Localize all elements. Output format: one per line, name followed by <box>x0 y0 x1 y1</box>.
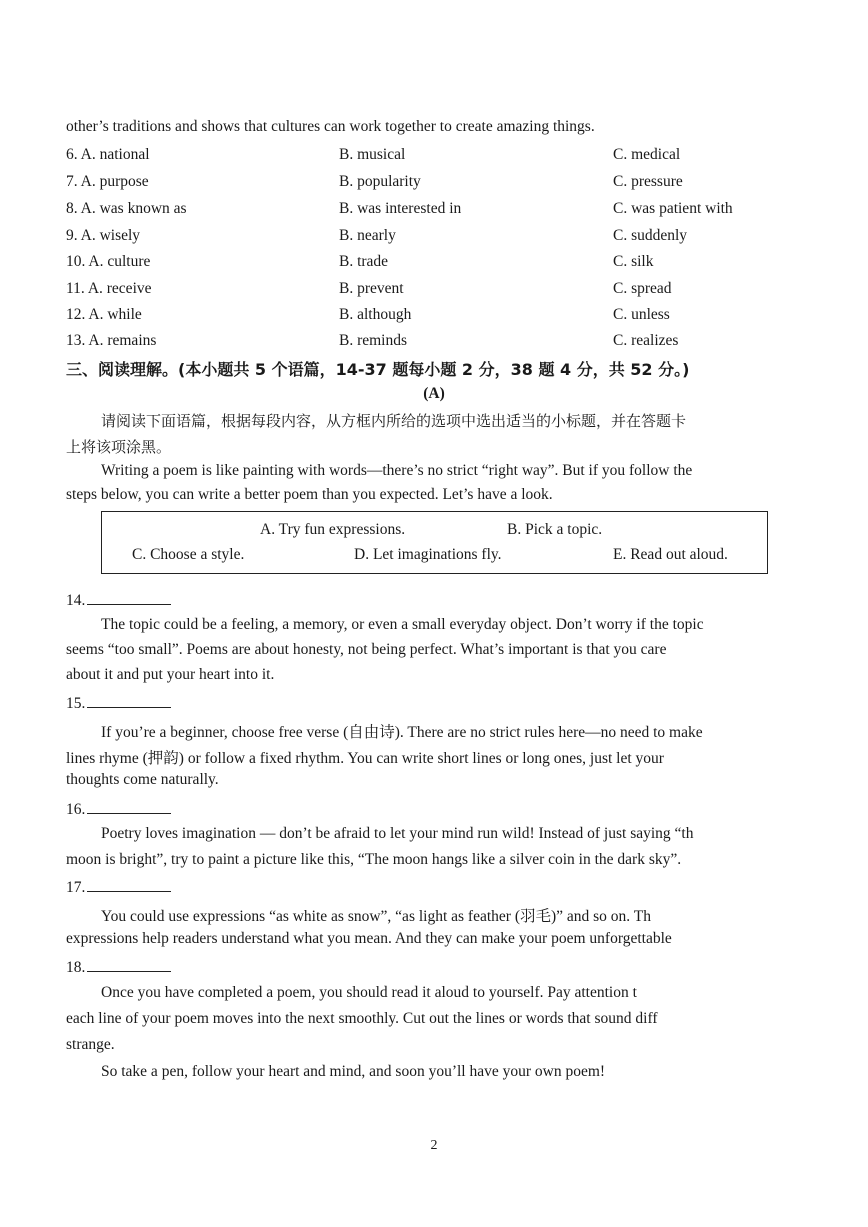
passage-intro-line-2: steps below, you can write a better poem than you expected. Let’s have a look. <box>66 486 553 503</box>
paragraph-line: Poetry loves imagination — don’t be afraid to let your mind run wild! Instead of just saying “th <box>101 825 694 842</box>
blank-number: 18. <box>66 959 86 976</box>
paragraph-line: Once you have completed a poem, you should read it aloud to yourself. Pay attention t <box>101 984 637 1001</box>
option-b: B. popularity <box>339 173 421 190</box>
blank-number: 16. <box>66 801 86 818</box>
instructions-line-1: 请阅读下面语篇，根据每段内容，从方框内所给的选项中选出适当的小标题，并在答题卡 <box>101 412 687 430</box>
option-a: 10. A. culture <box>66 253 151 270</box>
passage-intro-line-1: Writing a poem is like painting with words—there’s no strict “right way”. But if you follow the <box>101 462 693 479</box>
option-b: B. musical <box>339 146 406 163</box>
box-option-a: A. Try fun expressions. <box>260 521 406 538</box>
option-a: 13. A. remains <box>66 332 157 349</box>
passage-label: (A) <box>423 385 445 402</box>
instructions-line-2: 上将该项涂黑。 <box>66 438 172 456</box>
option-b: B. trade <box>339 253 389 270</box>
page-number: 2 <box>430 1138 438 1153</box>
option-b: B. was interested in <box>339 200 462 217</box>
option-b: B. nearly <box>339 227 396 244</box>
option-c: C. pressure <box>613 173 683 190</box>
paragraph-line: You could use expressions “as white as snow”, “as light as feather (羽毛)” and so on. Th <box>101 908 652 925</box>
paragraph-line: about it and put your heart into it. <box>66 666 275 683</box>
blank-line <box>87 799 171 814</box>
option-a: 8. A. was known as <box>66 200 187 217</box>
box-option-d: D. Let imaginations fly. <box>354 546 502 563</box>
answer-blank <box>66 957 171 977</box>
blank-line <box>87 693 171 708</box>
box-option-c: C. Choose a style. <box>132 546 245 563</box>
paragraph-line: If you’re a beginner, choose free verse (自由诗). There are no strict rules here—no need to make <box>101 724 703 741</box>
option-a: 6. A. national <box>66 146 150 163</box>
answer-blank <box>66 799 171 819</box>
heading-options-box <box>101 511 768 574</box>
option-b: B. although <box>339 306 412 323</box>
option-a: 9. A. wisely <box>66 227 141 244</box>
blank-line <box>87 877 171 892</box>
option-c: C. realizes <box>613 332 679 349</box>
blank-line <box>87 957 171 972</box>
option-a: 7. A. purpose <box>66 173 149 190</box>
paragraph-line: seems “too small”. Poems are about honesty, not being perfect. What’s important is that you care <box>66 641 667 658</box>
paragraph-line: lines rhyme (押韵) or follow a fixed rhythm. You can write short lines or long ones, just let your <box>66 750 664 767</box>
blank-number: 15. <box>66 695 86 712</box>
box-option-e: E. Read out aloud. <box>613 546 728 563</box>
closing-line: So take a pen, follow your heart and mind, and soon you’ll have your own poem! <box>101 1063 606 1080</box>
blank-line <box>87 590 171 605</box>
box-option-b: B. Pick a topic. <box>507 521 603 538</box>
option-a: 11. A. receive <box>66 280 152 297</box>
option-b: B. prevent <box>339 280 404 297</box>
option-c: C. was patient with <box>613 200 733 217</box>
option-c: C. unless <box>613 306 670 323</box>
blank-number: 14. <box>66 592 86 609</box>
option-c: C. spread <box>613 280 672 297</box>
option-c: C. silk <box>613 253 654 270</box>
paragraph-line: expressions help readers understand what you mean. And they can make your poem unforgettable <box>66 930 672 947</box>
paragraph-line: The topic could be a feeling, a memory, or even a small everyday object. Don’t worry if the topic <box>101 616 704 633</box>
answer-blank <box>66 693 171 713</box>
paragraph-line: thoughts come naturally. <box>66 771 219 788</box>
paragraph-line: moon is bright”, try to paint a picture like this, “The moon hangs like a silver coin in the dark sky”. <box>66 851 682 868</box>
section-title: 三、阅读理解。(本小题共 5 个语篇，14-37 题每小题 2 分，38 题 4 分，共 52 分。) <box>66 360 690 379</box>
option-c: C. medical <box>613 146 681 163</box>
option-a: 12. A. while <box>66 306 142 323</box>
answer-blank <box>66 590 171 610</box>
intro-line: other’s traditions and shows that cultures can work together to create amazing things. <box>66 118 595 135</box>
option-b: B. reminds <box>339 332 408 349</box>
paragraph-line: strange. <box>66 1036 115 1053</box>
paragraph-line: each line of your poem moves into the next smoothly. Cut out the lines or words that sound diff <box>66 1010 658 1027</box>
blank-number: 17. <box>66 879 86 896</box>
option-c: C. suddenly <box>613 227 688 244</box>
answer-blank <box>66 877 171 897</box>
